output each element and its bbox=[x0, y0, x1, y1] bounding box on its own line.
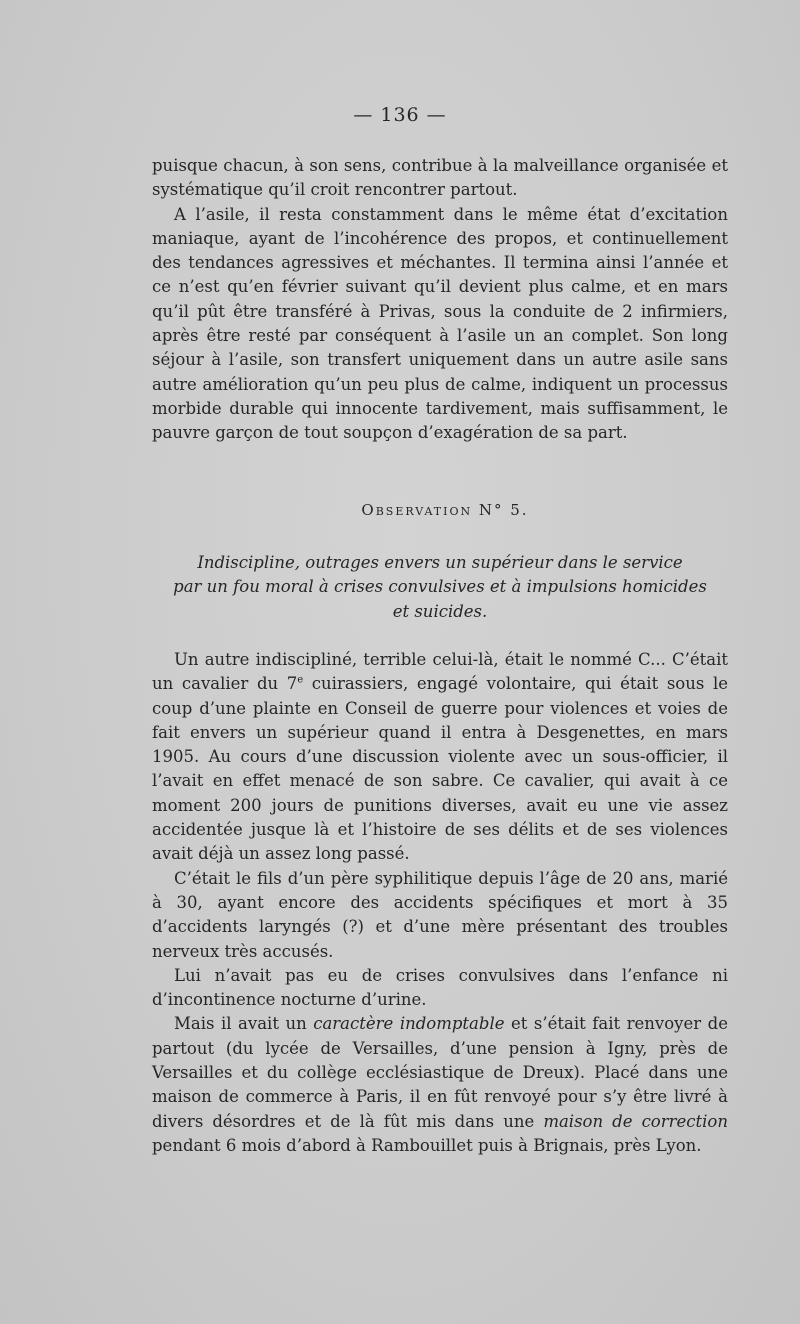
italic-text: caractère indomptable bbox=[313, 1014, 505, 1034]
text-span: cuirassiers, engagé volontaire, qui était sous le coup d’une plainte en Conseil de guerre pour violences et voies de fait envers un supérieur quand il entra à Desgenettes, en mars 1905. Au cours d’une discussion violente avec un sous-officier, il l’avait en effet menacé de son sabre. Ce cavalier, qui avait à ce moment 200 jours de punitions diverses, avait eu une vie assez accidentée jusque là et l’histoire de ses délits et de ses violences avait déjà un assez long passé. bbox=[152, 674, 729, 864]
subtitle-line: et suicides. bbox=[392, 601, 488, 621]
text-span: pendant 6 mois d’abord à Rambouillet puis à Brignais, près Lyon. bbox=[152, 1135, 702, 1155]
paragraph: A l’asile, il resta constamment dans le même état d’excitation maniaque, ayant de l’incohérence des propos, et continuellement des tendances agressives et méchantes. Il termina ainsi l’année et ce n’est qu’en février suivant qu’il devient plus calme, et en mars qu’il pût être transféré à Privas, sous la conduite de 2 infirmiers, après être resté par conséquent à l’asile un an complet. Son long séjour à l’asile, son transfert uniquement dans un autre asile sans autre amélioration qu’un peu plus de calme, indiquent un processus morbide durable qui innocente tardivement, mais suffisamment, le pauvre garçon de tout soupçon d’exagération de sa part. bbox=[152, 204, 728, 443]
text-span: Un autre indiscipliné, terrible celui-là, était le nommé C... C’était un cavalier du 7 bbox=[152, 650, 728, 694]
paragraph: puisque chacun, à son sens, contribue à la malveillance organisée et systématique qu’il croit rencontrer partout. bbox=[152, 156, 728, 200]
observation-subtitle bbox=[152, 551, 728, 624]
italic-text: maison de correction bbox=[543, 1111, 728, 1131]
superscript: e bbox=[297, 674, 304, 686]
paragraph: Lui n’avait pas eu de crises convulsives dans l’enfance ni d’incontinence nocturne d’urine. bbox=[152, 965, 728, 1010]
observation-heading: Observation N° 5. bbox=[361, 501, 529, 519]
text-block-observation bbox=[152, 648, 728, 1158]
subtitle-line: par un fou moral à crises convulsives et à impulsions homicides bbox=[173, 577, 707, 597]
text-block-intro bbox=[152, 154, 728, 446]
paragraph bbox=[152, 648, 728, 867]
text-span: Mais il avait un bbox=[174, 1014, 314, 1034]
subtitle-line: Indiscipline, outrages envers un supérieur dans le service bbox=[197, 553, 683, 572]
paragraph bbox=[152, 1012, 728, 1158]
text-span: et s’était fait renvoyer de partout (du lycée de Versailles, d’une pension à Igny, près de Versailles et du collège ecclésiastique de Dreux). Placé dans une maison de commerce à Paris, il en fût renvoyé pour s’y être livré à divers désordres et de là fût mis dans une bbox=[152, 1014, 728, 1131]
paragraph: C’était le fils d’un père syphilitique depuis l’âge de 20 ans, marié à 30, ayant encore des accidents spécifiques et mort à 35 d’accidents laryngés (?) et d’une mère présentant des troubles nerveux très accusés. bbox=[152, 868, 728, 961]
page-number: — 136 — bbox=[353, 104, 447, 126]
